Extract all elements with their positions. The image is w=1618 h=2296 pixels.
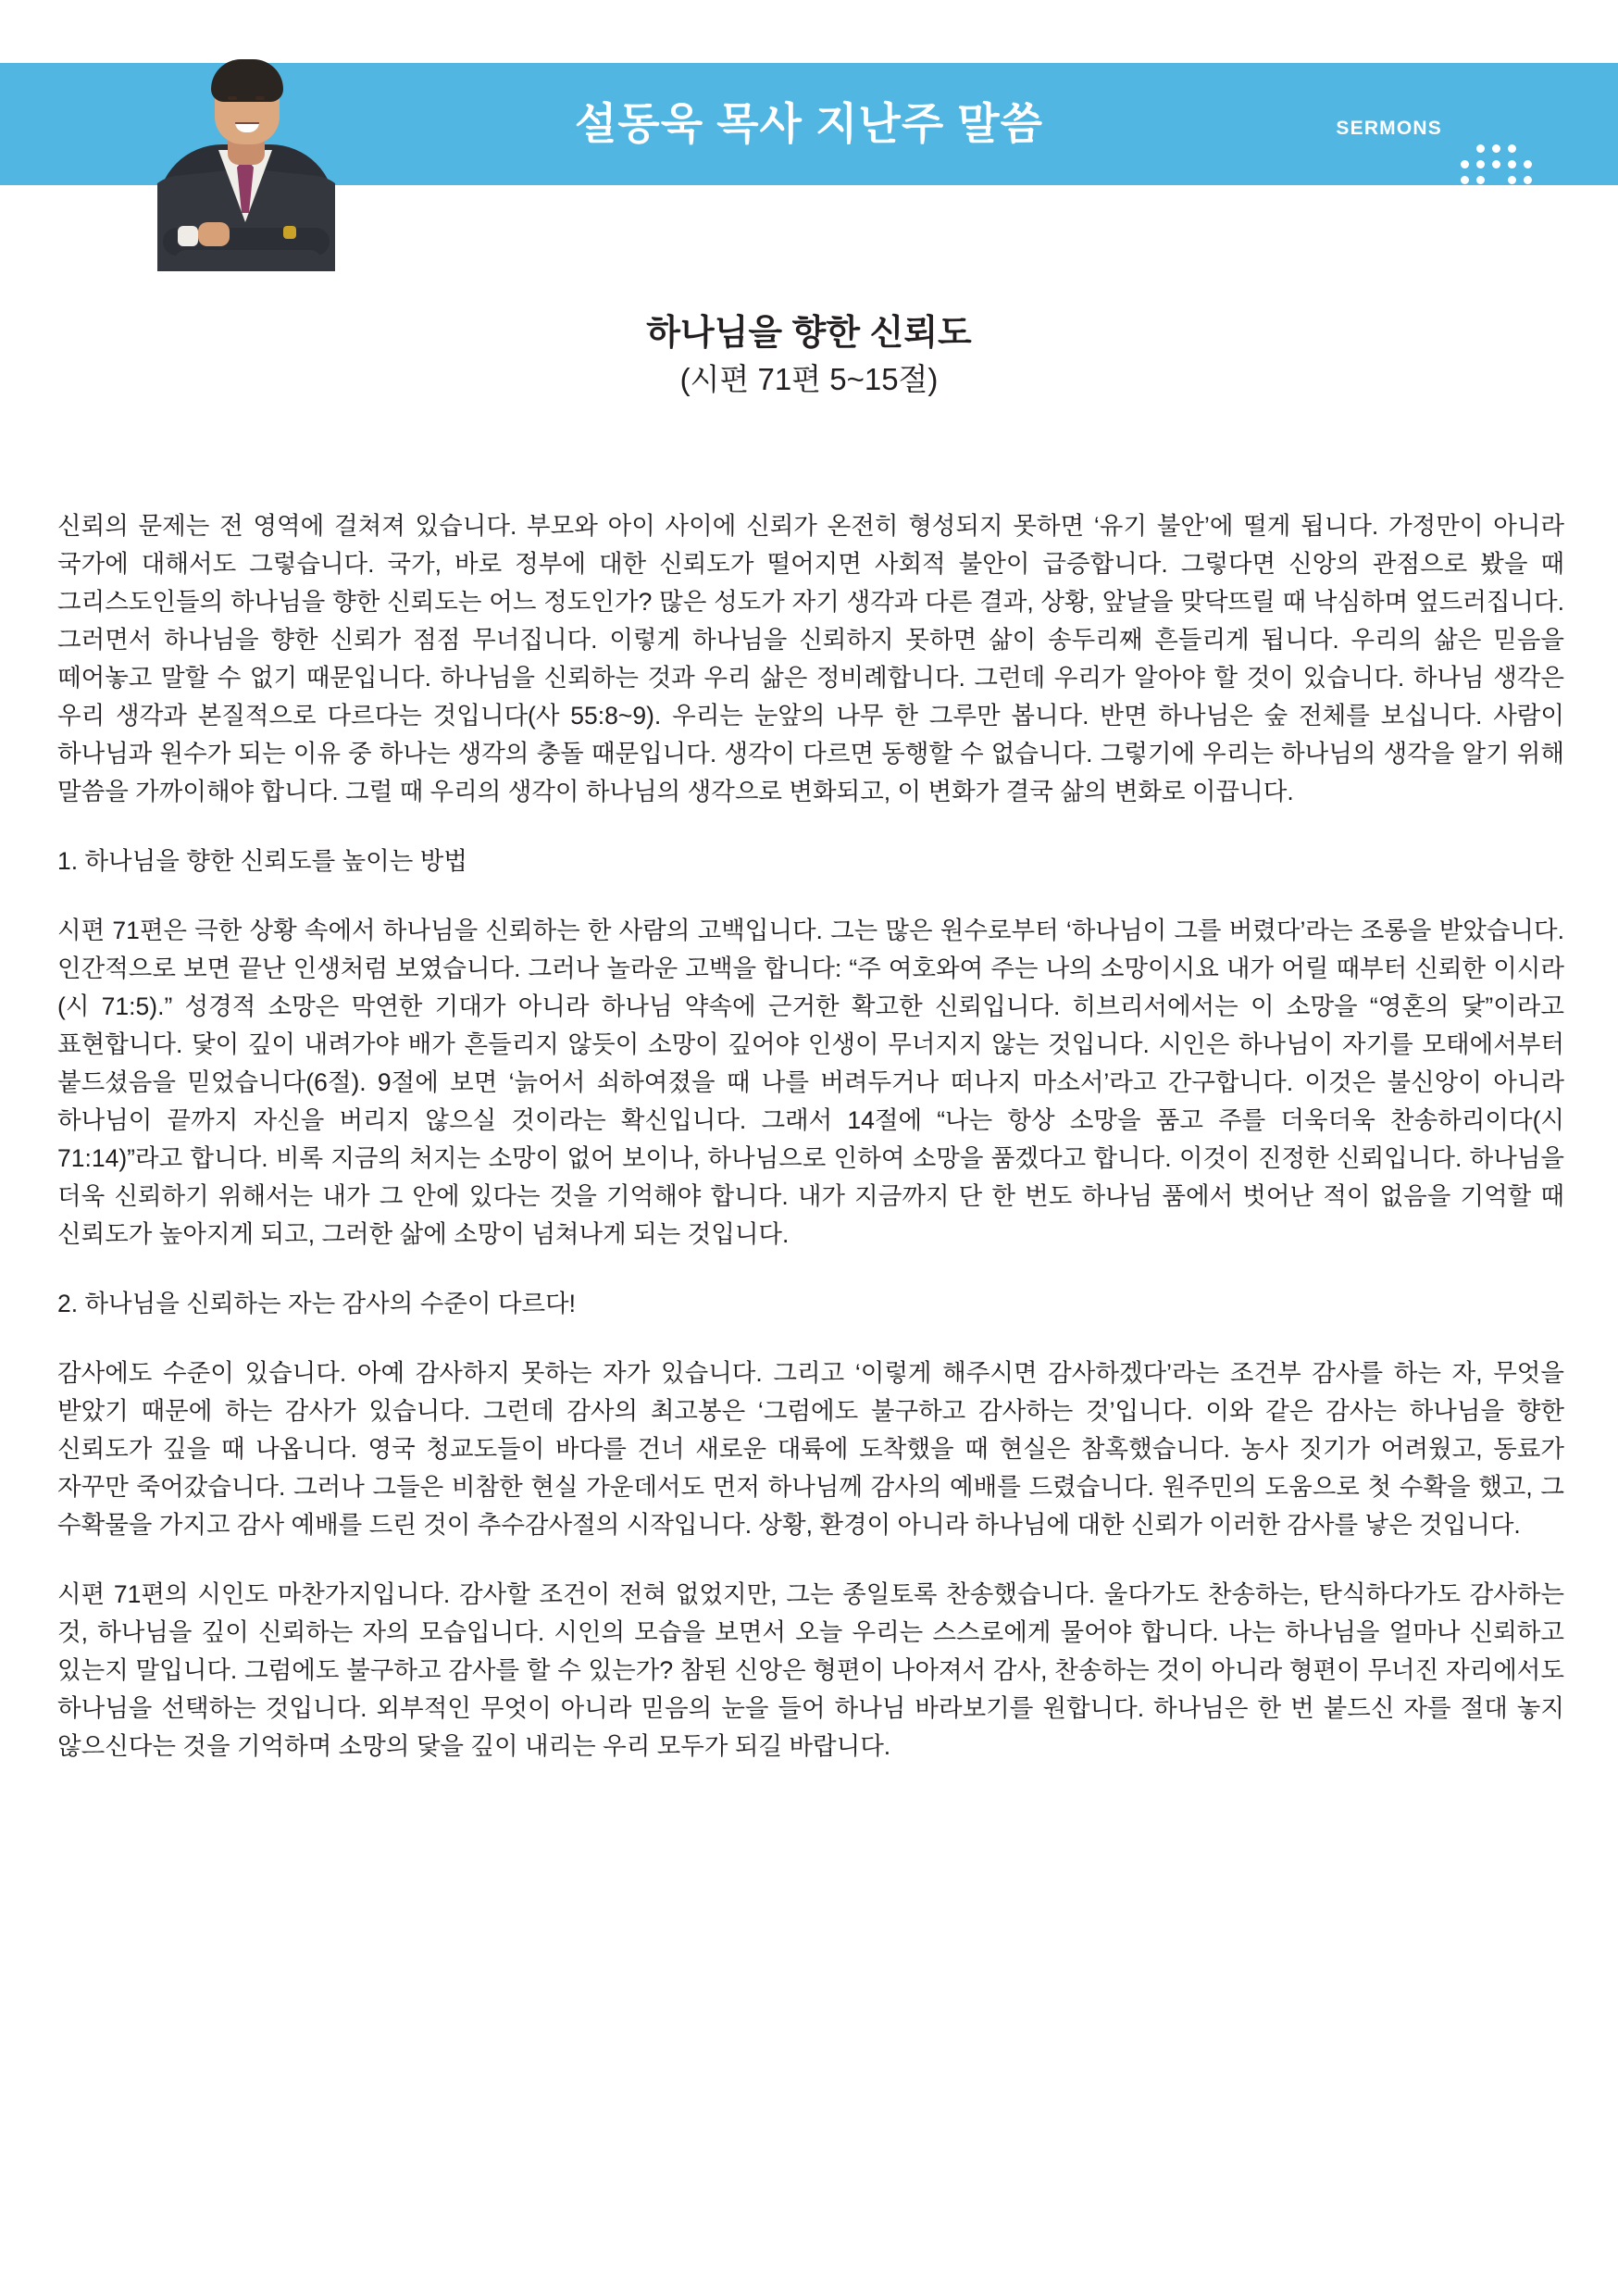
sermon-title: 하나님을 향한 신뢰도: [646, 314, 972, 353]
portrait-arm-lower: [174, 250, 322, 271]
paragraph-closing: 시편 71편의 시인도 마찬가지입니다. 감사할 조건이 전혀 없었지만, 그는 종일토록 찬송했습니다. 울다가도 찬송하는, 탄식하다가도 감사하는 것, 하나님을 깊이 신뢰하는 자의 모습입니다. 시인의 모습을 보면서 오늘 우리는 스스로에게 물어야 합니다. 나는 하나님을 얼마나 신뢰하고 있는지 말입니다. 그럼에도 불구하고 감사를 할 수 있는가? 참된 신앙은 형편이 나아져서 감사, 찬송하는 것이 아니라 형편이 무너진 자리에서도 하나님을 선택하는 것입니다. 외부적인 무엇이 아니라 믿음의 눈을 들어 하나님 바라보기를 원합니다. 하나님은 한 번 붙드신 자를 절대 놓지 않으신다는 것을 기억하며 소망의 닻을 깊이 내리는 우리 모두가 되길 바랍니다.: [57, 1580, 1564, 1760]
sermon-body: [57, 507, 1564, 1797]
portrait-hair: [211, 59, 283, 102]
paragraph-point-2: 감사에도 수준이 있습니다. 아예 감사하지 못하는 자가 있습니다. 그리고 ‘이렇게 해주시면 감사하겠다’라는 조건부 감사를 하는 자, 무엇을 받았기 때문에 하는 감사가 있습니다. 그런데 감사의 최고봉은 ‘그럼에도 불구하고 감사하는 것’입니다. 이와 같은 감사는 하나님을 향한 신뢰도가 깊을 때 나옵니다. 영국 청교도들이 바다를 건너 새로운 대륙에 도착했을 때 현실은 참혹했습니다. 농사 짓기가 어려웠고, 동료가 자꾸만 죽어갔습니다. 그러나 그들은 비참한 현실 가운데서도 먼저 하나님께 감사의 예배를 드렸습니다. 원주민의 도움으로 첫 수확을 했고, 그 수확물을 가지고 감사 예배를 드린 것이 추수감사절의 시작입니다. 상황, 환경이 아니라 하나님에 대한 신뢰가 이러한 감사를 낳은 것입니다.: [57, 1359, 1564, 1539]
portrait-hand: [198, 222, 230, 246]
dot-grid-decoration: [1461, 144, 1535, 218]
point-1-heading: 1. 하나님을 향한 신뢰도를 높이는 방법: [57, 847, 467, 875]
paragraph-intro: 신뢰의 문제는 전 영역에 걸쳐져 있습니다. 부모와 아이 사이에 신뢰가 온전히 형성되지 못하면 ‘유기 불안’에 떨게 됩니다. 가정만이 아니라 국가에 대해서도 그렇습니다. 국가, 바로 정부에 대한 신뢰도가 떨어지면 사회적 불안이 급증합니다. 그렇다면 신앙의 관점으로 봤을 때 그리스도인들의 하나님을 향한 신뢰도는 어느 정도인가? 많은 성도가 자기 생각과 다른 결과, 상황, 앞날을 맞닥뜨릴 때 낙심하며 엎드러집니다. 그러면서 하나님을 향한 신뢰가 점점 무너집니다. 이렇게 하나님을 신뢰하지 못하면 삶이 송두리째 흔들리게 됩니다. 우리의 삶은 믿음을 떼어놓고 말할 수 없기 때문입니다. 하나님을 신뢰하는 것과 우리 삶은 정비례합니다. 그런데 우리가 알아야 할 것이 있습니다. 하나님 생각은 우리 생각과 본질적으로 다르다는 것입니다(사 55:8~9). 우리는 눈앞의 나무 한 그루만 봅니다. 반면 하나님은 숲 전체를 보십니다. 사람이 하나님과 원수가 되는 이유 중 하나는 생각의 충돌 때문입니다. 생각이 다르면 동행할 수 없습니다. 그렇기에 우리는 하나님의 생각을 알기 위해 말씀을 가까이해야 합니다. 그럴 때 우리의 생각이 하나님의 생각으로 변화되고, 이 변화가 결국 삶의 변화로 이끕니다.: [57, 512, 1564, 805]
paragraph-point-1: 시편 71편은 극한 상황 속에서 하나님을 신뢰하는 한 사람의 고백입니다. 그는 많은 원수로부터 ‘하나님이 그를 버렸다’라는 조롱을 받았습니다. 인간적으로 보면 끝난 인생처럼 보였습니다. 그러나 놀라운 고백을 합니다: “주 여호와여 주는 나의 소망이시요 내가 어릴 때부터 신뢰한 이시라(시 71:5).” 성경적 소망은 막연한 기대가 아니라 하나님 약속에 근거한 확고한 신뢰입니다. 히브리서에서는 이 소망을 “영혼의 닻”이라고 표현합니다. 닻이 깊이 내려가야 배가 흔들리지 않듯이 소망이 깊어야 인생이 무너지지 않는 것입니다. 시인은 하나님이 자기를 모태에서부터 붙드셨음을 믿었습니다(6절). 9절에 보면 ‘늙어서 쇠하여졌을 때 나를 버려두거나 떠나지 마소서’라고 간구합니다. 이것은 불신앙이 아니라 하나님이 끝까지 자신을 버리지 않으실 것이라는 확신입니다. 그래서 14절에 “나는 항상 소망을 품고 주를 더욱더욱 찬송하리이다(시 71:14)”라고 합니다. 비록 지금의 처지는 소망이 없어 보이나, 하나님으로 인하여 소망을 품겠다고 합니다. 이것이 진정한 신뢰입니다. 하나님을 더욱 신뢰하기 위해서는 내가 그 안에 있다는 것을 기억해야 합니다. 내가 지금까지 단 한 번도 하나님 품에서 벗어난 적이 없음을 기억할 때 신뢰도가 높아지게 되고, 그러한 삶에 소망이 넘쳐나게 되는 것입니다.: [57, 917, 1564, 1248]
pastor-portrait-photo: [157, 35, 335, 271]
portrait-shirt-cuff: [178, 226, 198, 246]
header-subtitle: SERMONS: [1336, 118, 1442, 139]
portrait-eye-left: [228, 96, 237, 100]
sermon-scripture-reference: (시편 71편 5~15절): [679, 362, 939, 396]
portrait-eye-right: [255, 96, 265, 100]
point-2-heading: 2. 하나님을 신뢰하는 자는 감사의 수준이 다르다!: [57, 1290, 577, 1317]
portrait-wristwatch: [283, 226, 296, 239]
page-title: 설동욱 목사 지난주 말씀: [574, 99, 1044, 148]
